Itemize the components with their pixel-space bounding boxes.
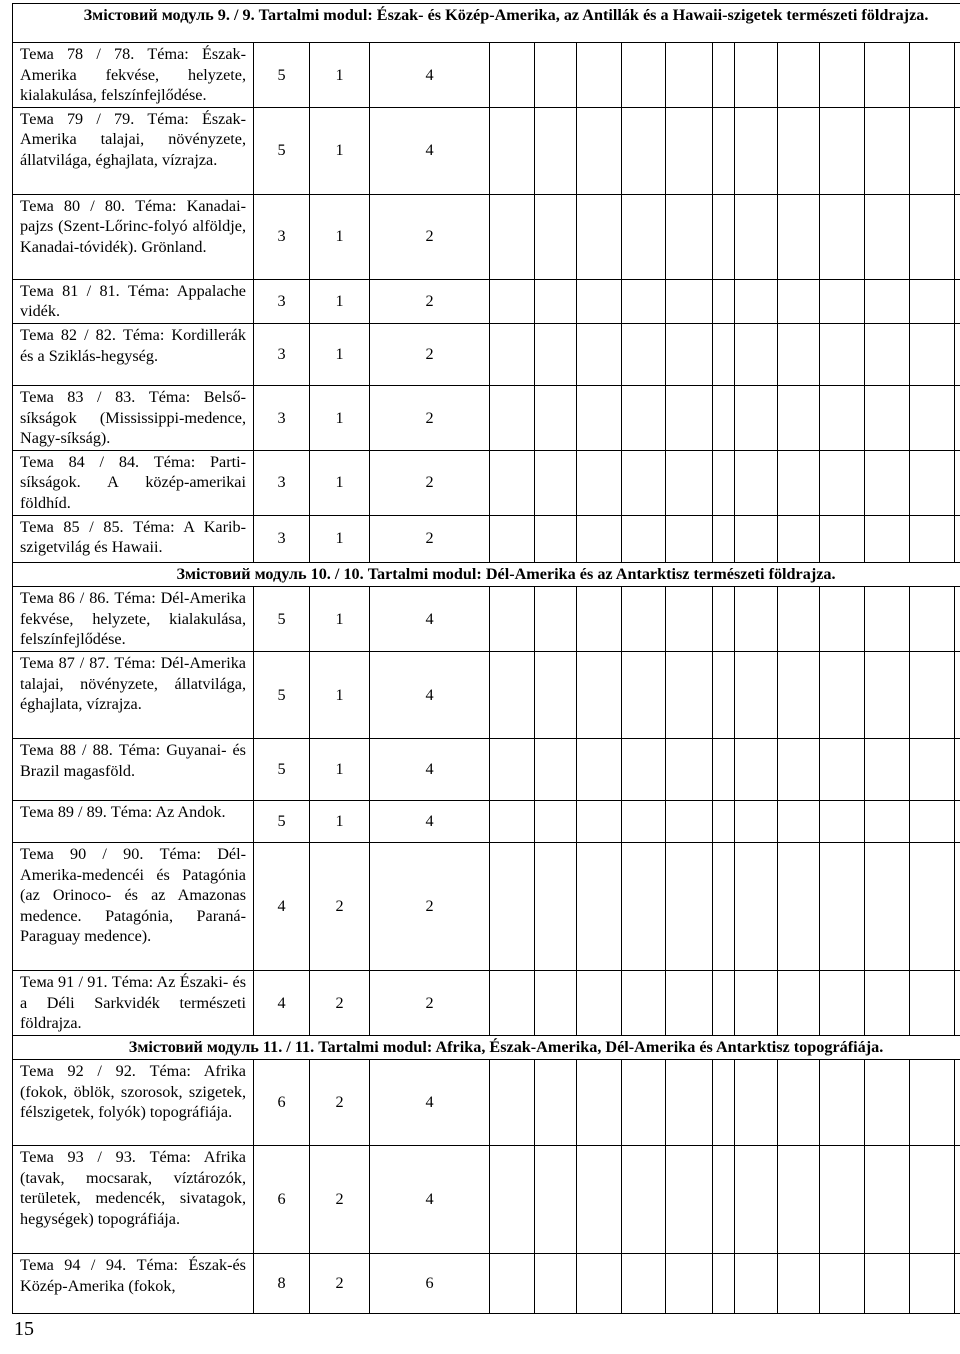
empty-cell — [778, 323, 820, 385]
empty-cell — [910, 1060, 955, 1146]
empty-cell — [820, 738, 865, 800]
table-row — [13, 1254, 960, 1314]
empty-cell — [535, 450, 577, 515]
module-title: Змістовий модуль 10. / 10. Tartalmi modul: Dél-Amerika és az Antarktisz természeti földrajza. — [13, 562, 960, 587]
empty-cell — [490, 842, 535, 970]
empty-cell — [778, 738, 820, 800]
selfstudy-hours-cell: 2 — [370, 515, 490, 562]
empty-cell — [778, 107, 820, 194]
empty-cell — [622, 738, 666, 800]
empty-cell — [778, 1146, 820, 1254]
module-row — [13, 1035, 960, 1060]
empty-cell — [735, 800, 778, 842]
empty-cell — [910, 587, 955, 652]
lecture-hours-cell: 1 — [310, 279, 370, 323]
empty-cell — [577, 194, 622, 279]
empty-cell — [577, 323, 622, 385]
empty-cell — [666, 842, 713, 970]
total-hours-cell: 5 — [254, 738, 310, 800]
table-row — [13, 800, 960, 842]
empty-cell — [910, 651, 955, 738]
empty-cell — [735, 323, 778, 385]
empty-cell — [865, 800, 910, 842]
table-row — [13, 194, 960, 279]
empty-cell — [778, 450, 820, 515]
empty-cell — [955, 1060, 960, 1146]
empty-cell — [622, 970, 666, 1035]
empty-cell — [820, 970, 865, 1035]
empty-cell — [622, 194, 666, 279]
empty-cell — [666, 279, 713, 323]
empty-cell — [713, 651, 735, 738]
total-hours-cell: 4 — [254, 970, 310, 1035]
empty-cell — [735, 194, 778, 279]
empty-cell — [910, 323, 955, 385]
topic-cell: Тема 78 / 78. Téma: Észak-Amerika fekvése, helyzete, kialakulása, felszínfejlődése. — [13, 43, 254, 108]
lecture-hours-cell: 1 — [310, 107, 370, 194]
empty-cell — [955, 43, 960, 108]
empty-cell — [820, 323, 865, 385]
lecture-hours-cell: 1 — [310, 515, 370, 562]
empty-cell — [490, 107, 535, 194]
lecture-hours-cell: 1 — [310, 800, 370, 842]
topic-cell: Тема 94 / 94. Téma: Észak-és Közép-Amerika (fokok, — [13, 1254, 254, 1314]
empty-cell — [577, 279, 622, 323]
selfstudy-hours-cell: 6 — [370, 1254, 490, 1314]
empty-cell — [735, 450, 778, 515]
empty-cell — [535, 738, 577, 800]
selfstudy-hours-cell: 4 — [370, 651, 490, 738]
empty-cell — [735, 43, 778, 108]
empty-cell — [622, 279, 666, 323]
empty-cell — [622, 43, 666, 108]
empty-cell — [666, 800, 713, 842]
empty-cell — [713, 800, 735, 842]
empty-cell — [910, 1146, 955, 1254]
empty-cell — [622, 1060, 666, 1146]
table-row — [13, 107, 960, 194]
empty-cell — [735, 279, 778, 323]
table-row — [13, 515, 960, 562]
empty-cell — [955, 800, 960, 842]
empty-cell — [535, 385, 577, 450]
empty-cell — [865, 1146, 910, 1254]
empty-cell — [577, 800, 622, 842]
empty-cell — [820, 43, 865, 108]
empty-cell — [577, 1146, 622, 1254]
empty-cell — [955, 738, 960, 800]
empty-cell — [713, 1254, 735, 1314]
topic-cell: Тема 86 / 86. Téma: Dél-Amerika fekvése, helyzete, kialakulása, felszínfejlődése. — [13, 587, 254, 652]
topic-cell: Тема 87 / 87. Téma: Dél-Amerika talajai, növényzete, állatvilága, éghajlata, vízrajza. — [13, 651, 254, 738]
empty-cell — [735, 587, 778, 652]
empty-cell — [955, 194, 960, 279]
empty-cell — [713, 842, 735, 970]
empty-cell — [713, 515, 735, 562]
empty-cell — [535, 842, 577, 970]
empty-cell — [910, 385, 955, 450]
topic-cell: Тема 90 / 90. Téma: Dél-Amerika-medencéi és Patagónia (az Orinoco- és az Amazonas medence. Patagónia, Paraná-Paraguay medence). — [13, 842, 254, 970]
empty-cell — [735, 107, 778, 194]
empty-cell — [910, 1254, 955, 1314]
empty-cell — [535, 587, 577, 652]
empty-cell — [955, 587, 960, 652]
empty-cell — [535, 1060, 577, 1146]
empty-cell — [865, 842, 910, 970]
empty-cell — [490, 1146, 535, 1254]
curriculum-table — [12, 3, 960, 1314]
total-hours-cell: 5 — [254, 651, 310, 738]
empty-cell — [713, 323, 735, 385]
empty-cell — [910, 738, 955, 800]
empty-cell — [735, 738, 778, 800]
empty-cell — [865, 43, 910, 108]
empty-cell — [713, 194, 735, 279]
empty-cell — [778, 1254, 820, 1314]
empty-cell — [622, 1146, 666, 1254]
empty-cell — [490, 194, 535, 279]
table-body — [13, 4, 960, 1314]
empty-cell — [778, 515, 820, 562]
empty-cell — [535, 323, 577, 385]
topic-cell: Тема 80 / 80. Téma: Kanadai-pajzs (Szent-Lőrinc-folyó alföldje, Kanadai-tóvidék). Grönland. — [13, 194, 254, 279]
empty-cell — [535, 515, 577, 562]
empty-cell — [577, 107, 622, 194]
empty-cell — [820, 1060, 865, 1146]
empty-cell — [490, 651, 535, 738]
empty-cell — [778, 43, 820, 108]
empty-cell — [955, 1146, 960, 1254]
empty-cell — [820, 515, 865, 562]
selfstudy-hours-cell: 4 — [370, 738, 490, 800]
empty-cell — [820, 107, 865, 194]
selfstudy-hours-cell: 2 — [370, 970, 490, 1035]
empty-cell — [865, 587, 910, 652]
selfstudy-hours-cell: 2 — [370, 842, 490, 970]
lecture-hours-cell: 1 — [310, 323, 370, 385]
table-row — [13, 43, 960, 108]
selfstudy-hours-cell: 2 — [370, 323, 490, 385]
empty-cell — [490, 515, 535, 562]
total-hours-cell: 3 — [254, 194, 310, 279]
empty-cell — [820, 1254, 865, 1314]
empty-cell — [955, 970, 960, 1035]
empty-cell — [535, 107, 577, 194]
selfstudy-hours-cell: 2 — [370, 385, 490, 450]
empty-cell — [535, 1146, 577, 1254]
empty-cell — [713, 43, 735, 108]
empty-cell — [666, 515, 713, 562]
empty-cell — [535, 194, 577, 279]
empty-cell — [955, 1254, 960, 1314]
lecture-hours-cell: 1 — [310, 587, 370, 652]
empty-cell — [535, 1254, 577, 1314]
empty-cell — [622, 450, 666, 515]
total-hours-cell: 5 — [254, 43, 310, 108]
empty-cell — [820, 279, 865, 323]
empty-cell — [865, 1254, 910, 1314]
empty-cell — [735, 651, 778, 738]
selfstudy-hours-cell: 4 — [370, 43, 490, 108]
topic-cell: Тема 82 / 82. Téma: Kordillerák és a Sziklás-hegység. — [13, 323, 254, 385]
total-hours-cell: 6 — [254, 1146, 310, 1254]
empty-cell — [865, 651, 910, 738]
lecture-hours-cell: 2 — [310, 842, 370, 970]
table-row — [13, 651, 960, 738]
lecture-hours-cell: 1 — [310, 651, 370, 738]
lecture-hours-cell: 2 — [310, 1060, 370, 1146]
empty-cell — [577, 651, 622, 738]
total-hours-cell: 8 — [254, 1254, 310, 1314]
empty-cell — [666, 970, 713, 1035]
empty-cell — [666, 1254, 713, 1314]
empty-cell — [820, 1146, 865, 1254]
selfstudy-hours-cell: 2 — [370, 450, 490, 515]
empty-cell — [778, 279, 820, 323]
empty-cell — [622, 323, 666, 385]
empty-cell — [666, 107, 713, 194]
empty-cell — [713, 107, 735, 194]
empty-cell — [490, 323, 535, 385]
topic-cell: Тема 84 / 84. Téma: Parti-síkságok. A közép-amerikai földhíd. — [13, 450, 254, 515]
empty-cell — [735, 1146, 778, 1254]
topic-cell: Тема 85 / 85. Téma: A Karib-szigetvilág és Hawaii. — [13, 515, 254, 562]
module-row — [13, 4, 960, 43]
empty-cell — [778, 651, 820, 738]
empty-cell — [955, 385, 960, 450]
empty-cell — [535, 279, 577, 323]
empty-cell — [910, 43, 955, 108]
module-title: Змістовий модуль 9. / 9. Tartalmi modul: Észak- és Közép-Amerika, az Antillák és a Hawaii-szigetek természeti földrajza. — [13, 4, 960, 43]
empty-cell — [713, 1060, 735, 1146]
topic-cell: Тема 83 / 83. Téma: Belső-síkságok (Mississippi-medence, Nagy-síkság). — [13, 385, 254, 450]
empty-cell — [713, 1146, 735, 1254]
table-row — [13, 587, 960, 652]
selfstudy-hours-cell: 4 — [370, 587, 490, 652]
empty-cell — [666, 1146, 713, 1254]
empty-cell — [820, 800, 865, 842]
table-row — [13, 842, 960, 970]
empty-cell — [955, 450, 960, 515]
empty-cell — [490, 450, 535, 515]
empty-cell — [778, 194, 820, 279]
selfstudy-hours-cell: 4 — [370, 1060, 490, 1146]
topic-cell: Тема 92 / 92. Téma: Afrika (fokok, öblök, szorosok, szigetek, félszigetek, folyók) topográfiája. — [13, 1060, 254, 1146]
empty-cell — [778, 800, 820, 842]
empty-cell — [955, 323, 960, 385]
empty-cell — [622, 587, 666, 652]
empty-cell — [778, 587, 820, 652]
table-row — [13, 738, 960, 800]
lecture-hours-cell: 1 — [310, 43, 370, 108]
empty-cell — [577, 738, 622, 800]
empty-cell — [713, 450, 735, 515]
empty-cell — [713, 738, 735, 800]
empty-cell — [955, 279, 960, 323]
empty-cell — [622, 1254, 666, 1314]
empty-cell — [666, 385, 713, 450]
empty-cell — [865, 107, 910, 194]
empty-cell — [490, 43, 535, 108]
empty-cell — [713, 385, 735, 450]
empty-cell — [865, 385, 910, 450]
empty-cell — [490, 738, 535, 800]
selfstudy-hours-cell: 4 — [370, 1146, 490, 1254]
empty-cell — [735, 385, 778, 450]
topic-cell: Тема 79 / 79. Téma: Észak-Amerika talajai, növényzete, állatvilága, éghajlata, vízrajza. — [13, 107, 254, 194]
topic-cell: Тема 89 / 89. Téma: Az Andok. — [13, 800, 254, 842]
total-hours-cell: 3 — [254, 515, 310, 562]
empty-cell — [735, 970, 778, 1035]
empty-cell — [735, 842, 778, 970]
selfstudy-hours-cell: 4 — [370, 107, 490, 194]
table-row — [13, 323, 960, 385]
total-hours-cell: 4 — [254, 842, 310, 970]
empty-cell — [820, 842, 865, 970]
selfstudy-hours-cell: 2 — [370, 279, 490, 323]
empty-cell — [622, 842, 666, 970]
total-hours-cell: 5 — [254, 800, 310, 842]
total-hours-cell: 6 — [254, 1060, 310, 1146]
empty-cell — [735, 515, 778, 562]
empty-cell — [535, 43, 577, 108]
empty-cell — [865, 323, 910, 385]
empty-cell — [577, 1254, 622, 1314]
empty-cell — [622, 800, 666, 842]
lecture-hours-cell: 1 — [310, 738, 370, 800]
empty-cell — [778, 1060, 820, 1146]
module-row — [13, 562, 960, 587]
empty-cell — [713, 587, 735, 652]
empty-cell — [820, 587, 865, 652]
empty-cell — [910, 194, 955, 279]
empty-cell — [955, 107, 960, 194]
empty-cell — [490, 1254, 535, 1314]
empty-cell — [955, 515, 960, 562]
topic-cell: Тема 91 / 91. Téma: Az Északi- és a Déli Sarkvidék természeti földrajza. — [13, 970, 254, 1035]
empty-cell — [910, 107, 955, 194]
empty-cell — [490, 1060, 535, 1146]
empty-cell — [820, 651, 865, 738]
empty-cell — [713, 279, 735, 323]
empty-cell — [622, 515, 666, 562]
empty-cell — [910, 970, 955, 1035]
table-row — [13, 1060, 960, 1146]
topic-cell: Тема 81 / 81. Téma: Appalache vidék. — [13, 279, 254, 323]
empty-cell — [577, 515, 622, 562]
empty-cell — [622, 651, 666, 738]
empty-cell — [535, 800, 577, 842]
empty-cell — [666, 1060, 713, 1146]
lecture-hours-cell: 1 — [310, 450, 370, 515]
topic-cell: Тема 93 / 93. Téma: Afrika (tavak, mocsarak, víztározók, területek, medencék, sivatagok, hegységek) topográfiája. — [13, 1146, 254, 1254]
lecture-hours-cell: 1 — [310, 385, 370, 450]
empty-cell — [820, 385, 865, 450]
selfstudy-hours-cell: 4 — [370, 800, 490, 842]
empty-cell — [490, 279, 535, 323]
total-hours-cell: 3 — [254, 385, 310, 450]
empty-cell — [622, 385, 666, 450]
empty-cell — [955, 842, 960, 970]
empty-cell — [865, 1060, 910, 1146]
empty-cell — [666, 323, 713, 385]
module-title: Змістовий модуль 11. / 11. Tartalmi modul: Afrika, Észak-Amerika, Dél-Amerika és Antarktisz topográfiája. — [13, 1035, 960, 1060]
empty-cell — [910, 800, 955, 842]
lecture-hours-cell: 1 — [310, 194, 370, 279]
empty-cell — [865, 738, 910, 800]
total-hours-cell: 5 — [254, 107, 310, 194]
empty-cell — [865, 970, 910, 1035]
empty-cell — [820, 194, 865, 279]
empty-cell — [666, 651, 713, 738]
empty-cell — [666, 450, 713, 515]
empty-cell — [666, 194, 713, 279]
lecture-hours-cell: 2 — [310, 1146, 370, 1254]
empty-cell — [666, 43, 713, 108]
empty-cell — [778, 970, 820, 1035]
empty-cell — [535, 970, 577, 1035]
empty-cell — [735, 1254, 778, 1314]
empty-cell — [778, 385, 820, 450]
empty-cell — [535, 651, 577, 738]
empty-cell — [865, 194, 910, 279]
empty-cell — [577, 587, 622, 652]
empty-cell — [865, 279, 910, 323]
empty-cell — [865, 450, 910, 515]
table-row — [13, 279, 960, 323]
empty-cell — [865, 515, 910, 562]
empty-cell — [713, 970, 735, 1035]
empty-cell — [490, 800, 535, 842]
empty-cell — [910, 842, 955, 970]
empty-cell — [577, 450, 622, 515]
table-row — [13, 450, 960, 515]
page-number: 15 — [14, 1318, 34, 1340]
empty-cell — [910, 450, 955, 515]
empty-cell — [577, 842, 622, 970]
empty-cell — [955, 651, 960, 738]
empty-cell — [910, 279, 955, 323]
empty-cell — [490, 970, 535, 1035]
empty-cell — [577, 43, 622, 108]
empty-cell — [622, 107, 666, 194]
total-hours-cell: 3 — [254, 450, 310, 515]
selfstudy-hours-cell: 2 — [370, 194, 490, 279]
empty-cell — [577, 385, 622, 450]
empty-cell — [577, 1060, 622, 1146]
empty-cell — [490, 587, 535, 652]
empty-cell — [666, 738, 713, 800]
empty-cell — [577, 970, 622, 1035]
empty-cell — [490, 385, 535, 450]
topic-cell: Тема 88 / 88. Téma: Guyanai- és Brazil magasföld. — [13, 738, 254, 800]
empty-cell — [778, 842, 820, 970]
total-hours-cell: 3 — [254, 279, 310, 323]
total-hours-cell: 3 — [254, 323, 310, 385]
total-hours-cell: 5 — [254, 587, 310, 652]
empty-cell — [910, 515, 955, 562]
empty-cell — [666, 587, 713, 652]
table-row — [13, 970, 960, 1035]
empty-cell — [820, 450, 865, 515]
empty-cell — [735, 1060, 778, 1146]
lecture-hours-cell: 2 — [310, 970, 370, 1035]
table-row — [13, 1146, 960, 1254]
table-row — [13, 385, 960, 450]
lecture-hours-cell: 2 — [310, 1254, 370, 1314]
